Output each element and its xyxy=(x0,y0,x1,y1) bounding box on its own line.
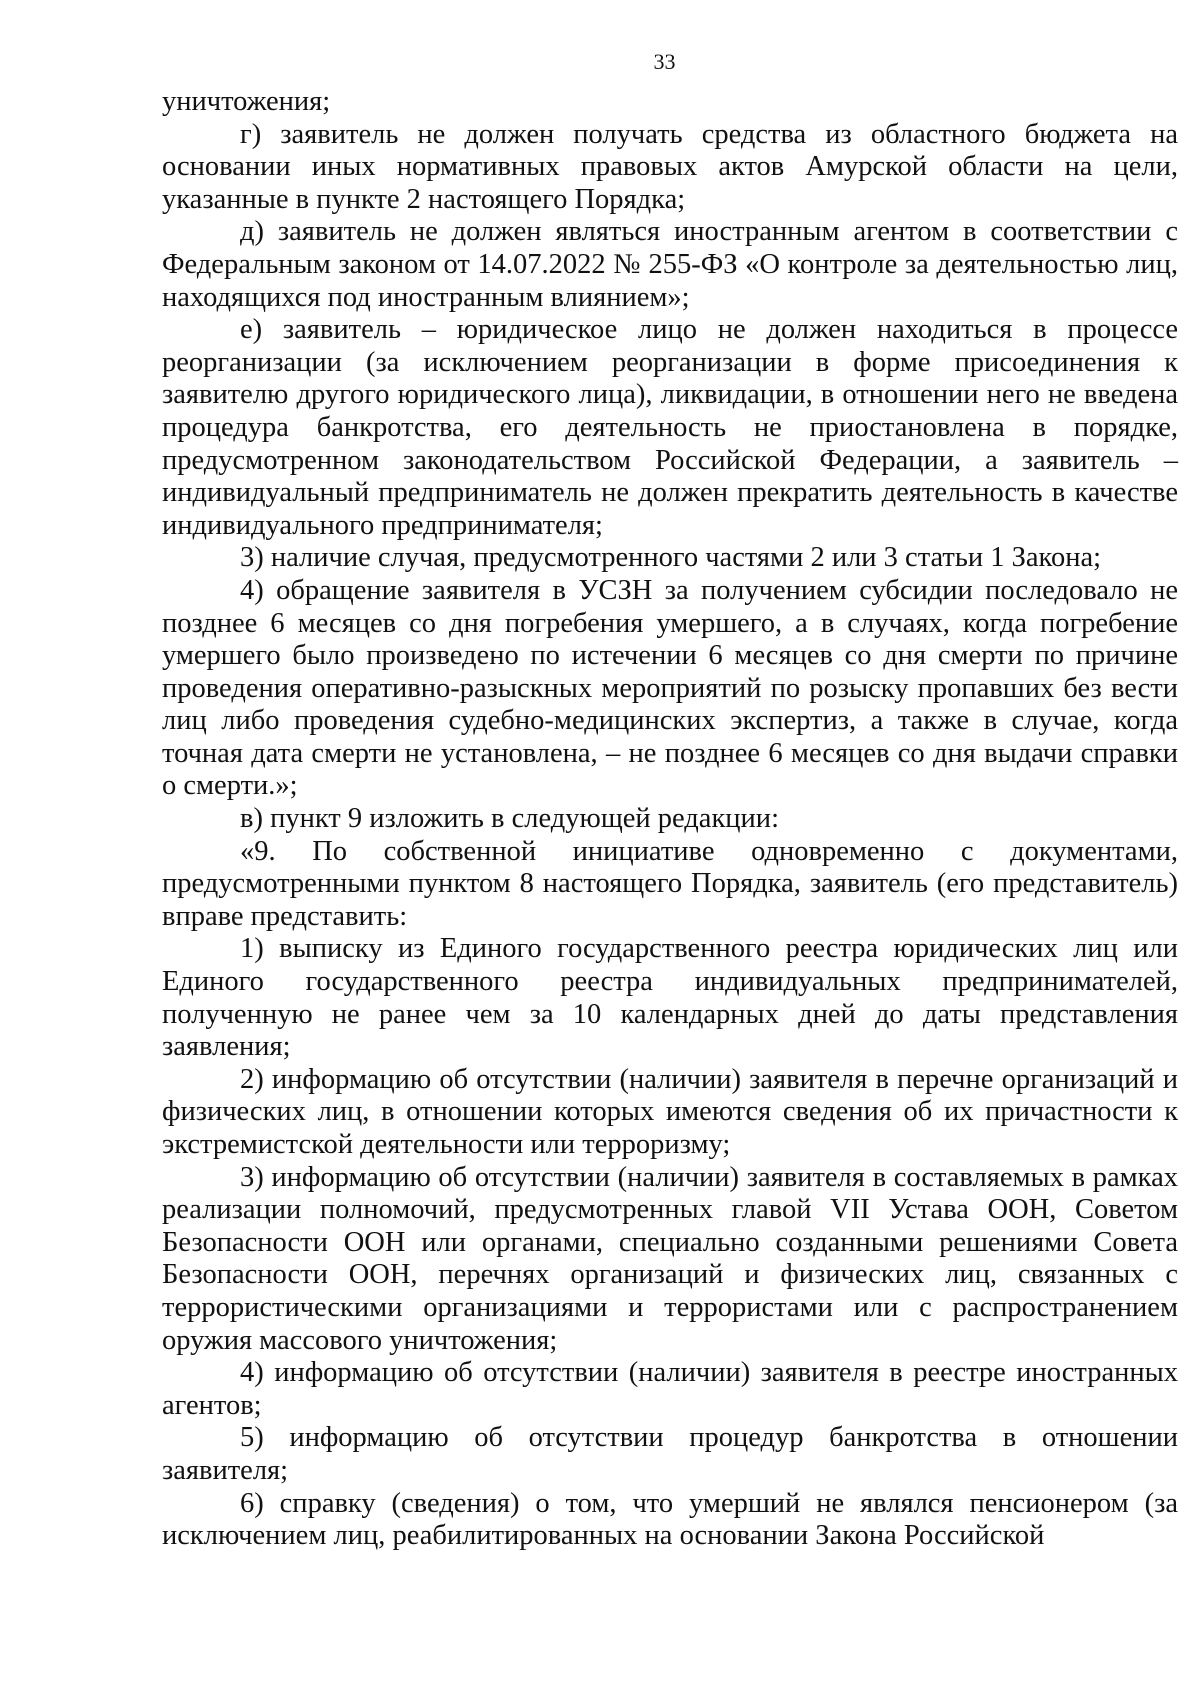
paragraph-item-e: е) заявитель – юридическое лицо не должен находиться в процессе реорганизации (за исключением реорганизации в форме присоединения к заявителю другого юридического лица), ликвидации, в отношении него не введена процедура банкротства, его деятельность не приостановлена в порядке, предусмотренном законодательством Российской Федерации, а заявитель – индивидуальный предприниматель не должен прекратить деятельность в качестве индивидуального предпринимателя; xyxy=(162,314,1178,541)
document-body xyxy=(162,86,1178,1553)
paragraph-subitem-1: 1) выписку из Единого государственного реестра юридических лиц или Единого государственного реестра индивидуальных предпринимателей, полученную не ранее чем за 10 календарных дней до даты представления заявления; xyxy=(162,933,1178,1063)
paragraph-point-9: «9. По собственной инициативе одновременно с документами, предусмотренными пунктом 8 настоящего Порядка, заявитель (его представитель) вправе представить: xyxy=(162,835,1178,932)
paragraph-item-3: 3) наличие случая, предусмотренного частями 2 или 3 статьи 1 Закона; xyxy=(240,542,1102,574)
paragraph-subitem-3: 3) информацию об отсутствии (наличии) заявителя в составляемых в рамках реализации полномочий, предусмотренных главой VII Устава ООН, Советом Безопасности ООН или органами, специально созданными решениями Совета Безопасности ООН, перечнях организаций и физических лиц, связанных с террористическими организациями и террористами или с распространением оружия массового уничтожения; xyxy=(162,1161,1178,1356)
paragraph-subitem-6: 6) справку (сведения) о том, что умерший не являлся пенсионером (за исключением лиц, реабилитированных на основании Закона Российской xyxy=(162,1487,1178,1552)
paragraph-item-4: 4) обращение заявителя в УСЗН за получением субсидии последовало не позднее 6 месяцев со дня погребения умершего, а в случаях, когда погребение умершего было произведено по истечении 6 месяцев со дня смерти по причине проведения оперативно-разыскных мероприятий по розыску пропавших без вести лиц либо проведения судебно-медицинских экспертиз, а также в случае, когда точная дата смерти не установлена, – не позднее 6 месяцев со дня выдачи справки о смерти.»; xyxy=(162,574,1178,802)
paragraph-subitem-2: 2) информацию об отсутствии (наличии) заявителя в перечне организаций и физических лиц, в отношении которых имеются сведения об их причастности к экстремистской деятельности или терроризму; xyxy=(162,1063,1178,1160)
paragraph-subitem-5: 5) информацию об отсутствии процедур банкротства в отношении заявителя; xyxy=(162,1422,1178,1486)
paragraph-item-g: г) заявитель не должен получать средства из областного бюджета на основании иных нормативных правовых актов Амурской области на цели, указанные в пункте 2 настоящего Порядка; xyxy=(162,118,1178,215)
paragraph-continuation: уничтожения; xyxy=(162,86,331,117)
paragraph-item-d: д) заявитель не должен являться иностранным агентом в соответствии с Федеральным законом от 14.07.2022 № 255-ФЗ «О контроле за деятельностью лиц, находящихся под иностранным влиянием»; xyxy=(162,216,1178,313)
paragraph-item-v: в) пункт 9 изложить в следующей редакции: xyxy=(240,803,779,835)
page-number: 33 xyxy=(653,49,676,74)
paragraph-subitem-4: 4) информацию об отсутствии (наличии) заявителя в реестре иностранных агентов; xyxy=(162,1357,1178,1421)
